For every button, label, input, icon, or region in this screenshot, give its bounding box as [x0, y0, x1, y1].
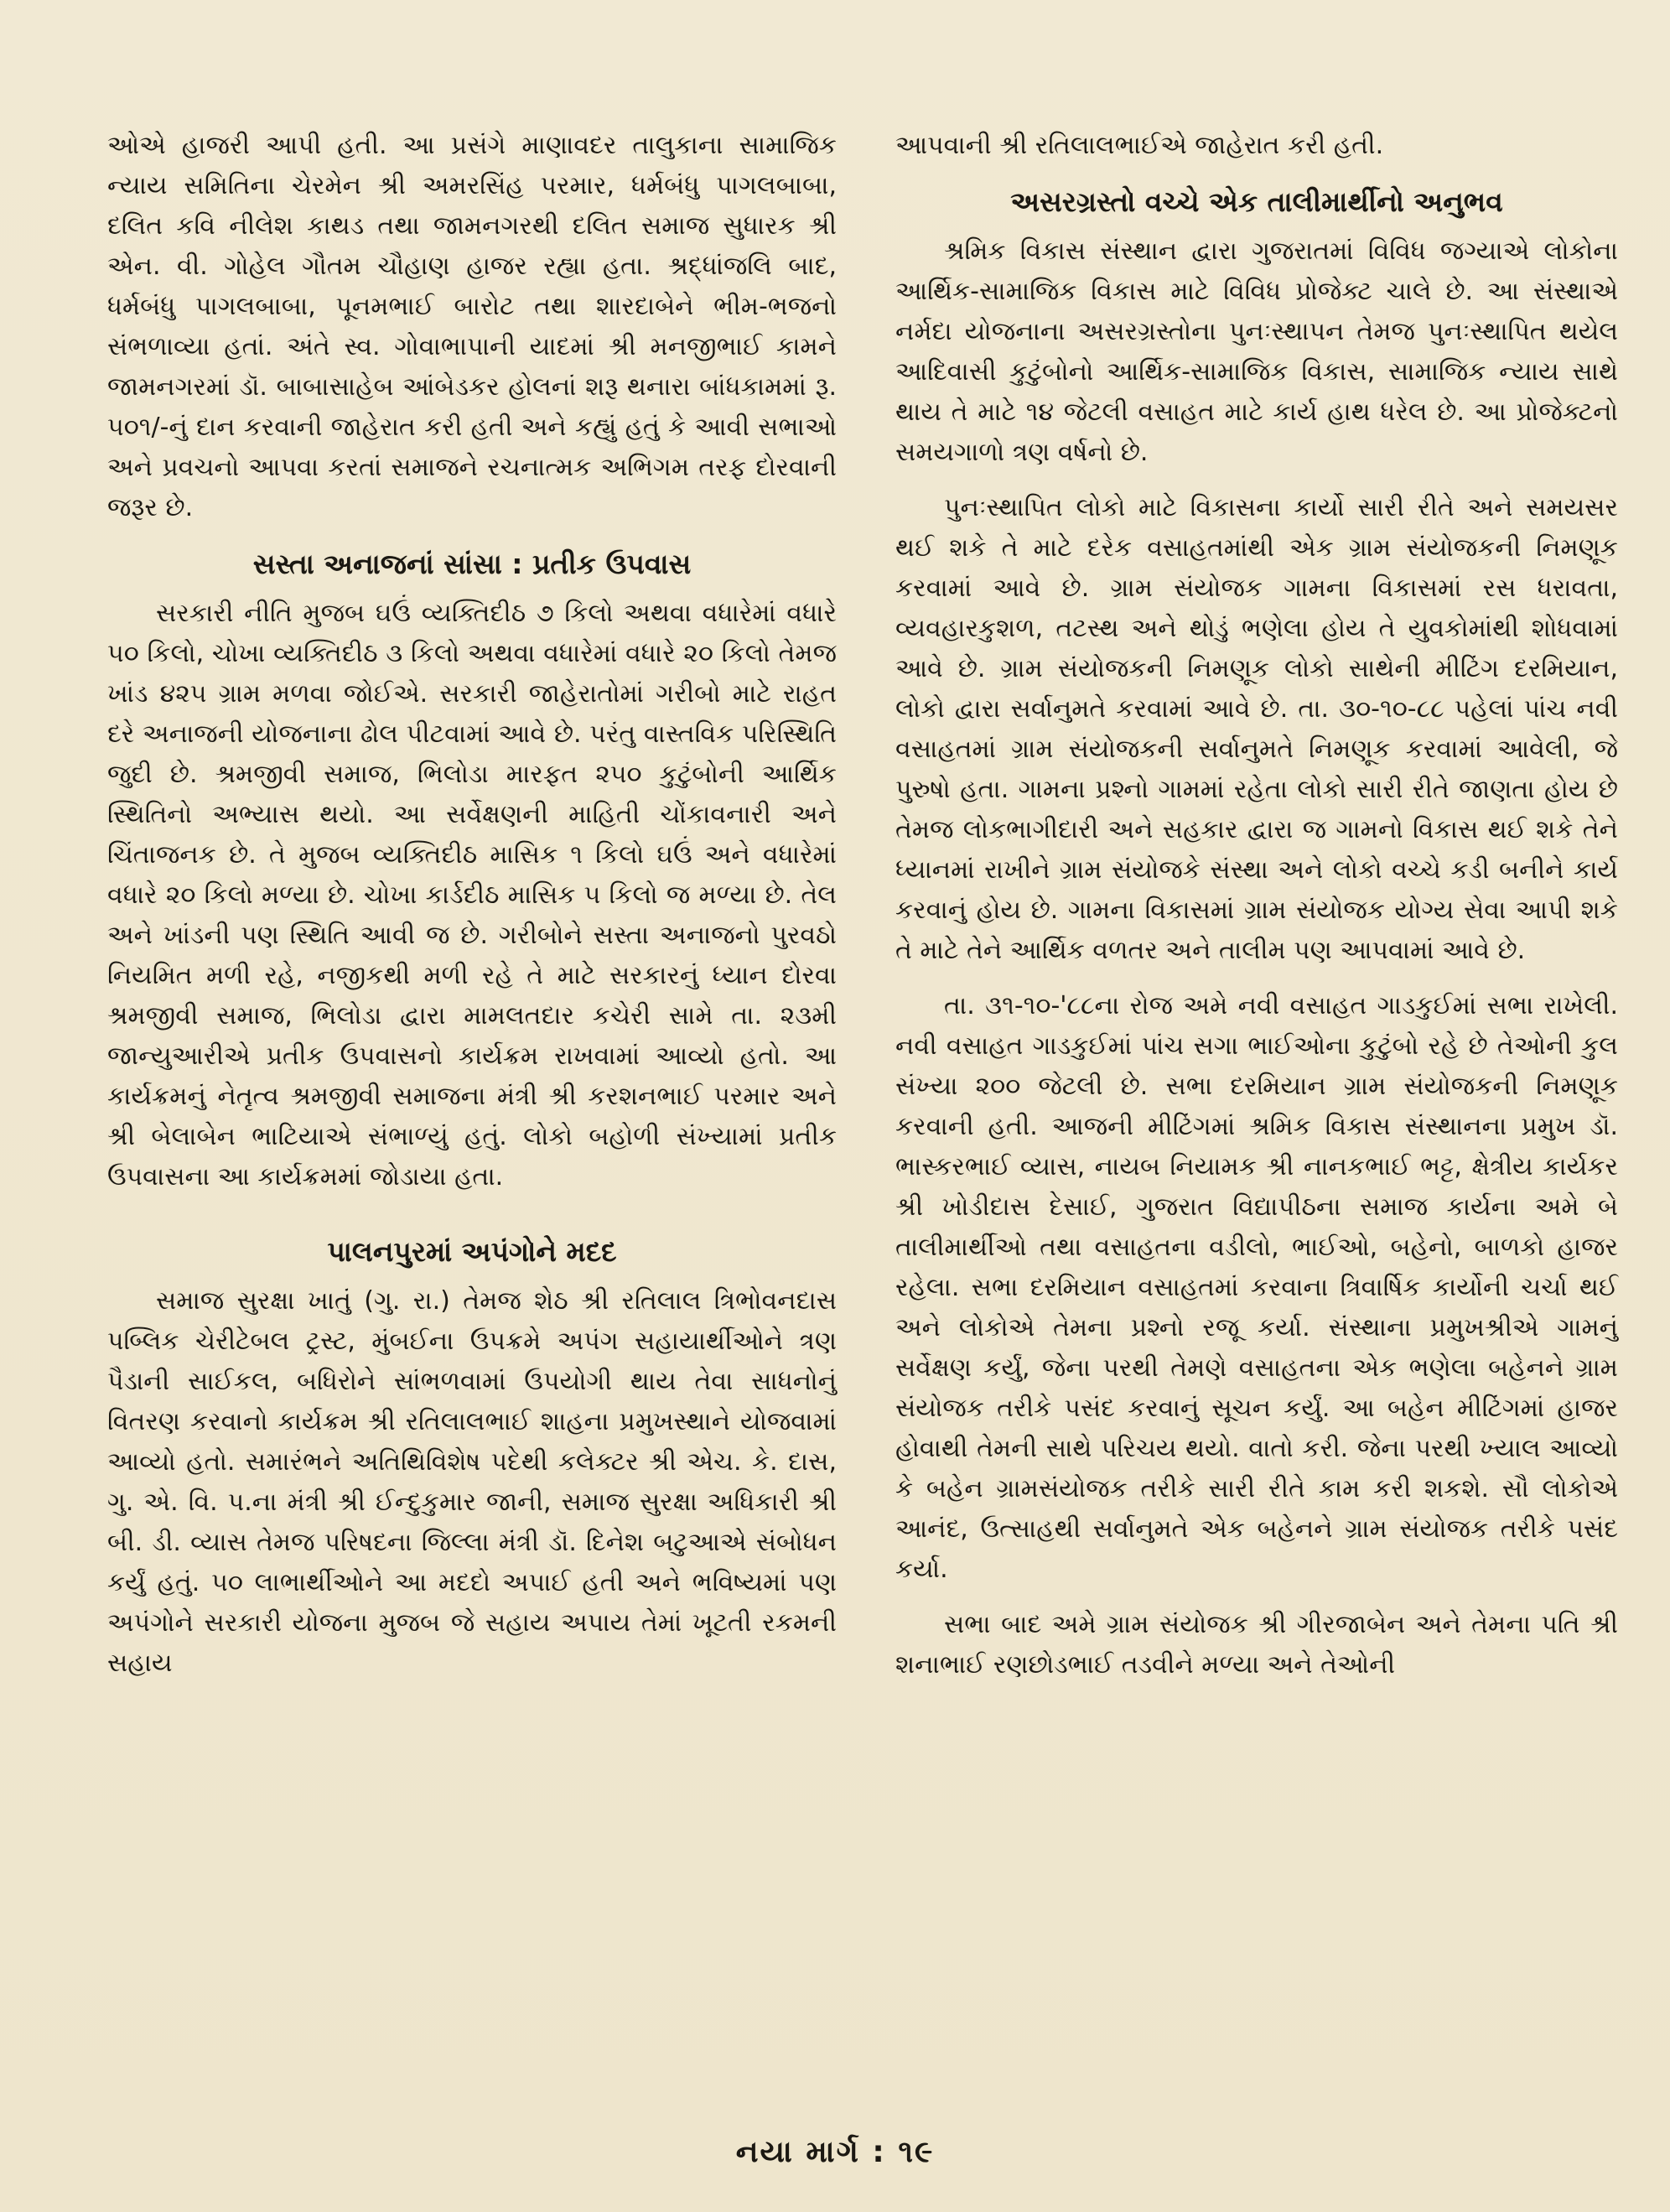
- right-paragraph-4: તા. ૩૧-૧૦-'૮૮ના રોજ અમે નવી વસાહત ગાડકુઈમાં સભા રાખેલી. નવી વસાહત ગાડકુઈમાં પાંચ સગા ભાઈઓના કુટુંબો રહે છે તેઓની કુલ સંખ્યા ૨૦૦ જેટલી છે. સભા દરમિયાન ગ્રામ સંયોજકની નિમણૂક કરવાની હતી. આજની મીટિંગમાં શ્રમિક વિકાસ સંસ્થાનના પ્રમુખ ડૉ. ભાસ્કરભાઈ વ્યાસ, નાયબ નિયામક શ્રી નાનકભાઈ ભટ્ટ, ક્ષેત્રીય કાર્યકર શ્રી ખોડીદાસ દેસાઈ, ગુજરાત વિદ્યાપીઠના સમાજ કાર્યના અમે બે તાલીમાર્થીઓ તથા વસાહતના વડીલો, ભાઈઓ, બહેનો, બાળકો હાજર રહેલા. સભા દરમિયાન વસાહતમાં કરવાના ત્રિવાર્ષિક કાર્યોની ચર્ચા થઈ અને લોકોએ તેમના પ્રશ્નો રજૂ કર્યા. સંસ્થાના પ્રમુખશ્રીએ ગામનું સર્વેક્ષણ કર્યું, જેના પરથી તેમણે વસાહતના એક ભણેલા બહેનને ગ્રામ સંયોજક તરીકે પસંદ કરવાનું સૂચન કર્યું. આ બહેન મીટિંગમાં હાજર હોવાથી તેમની સાથે પરિચય થયો. વાતો કરી. જેના પરથી ખ્યાલ આવ્યો કે બહેન ગ્રામસંયોજક તરીકે સારી રીતે કામ કરી શકશે. સૌ લોકોએ આનંદ, ઉત્સાહથી સર્વાનુમતે એક બહેનને ગ્રામ સંયોજક તરીકે પસંદ કર્યા.: [895, 991, 1618, 1584]
- section-heading-palanpur: પાલનપુરમાં અપંગોને મદદ: [327, 1235, 617, 1268]
- left-paragraph-2: સરકારી નીતિ મુજબ ઘઉં વ્યક્તિદીઠ ૭ કિલો અથવા વધારેમાં વધારે ૫૦ કિલો, ચોખા વ્યક્તિદીઠ ૩ કિલો અથવા વધારેમાં વધારે ૨૦ કિલો તેમજ ખાંડ ૪૨૫ ગ્રામ મળવા જોઈએ. સરકારી જાહેરાતોમાં ગરીબો માટે રાહત દરે અનાજની યોજનાના ઢોલ પીટવામાં આવે છે. પરંતુ વાસ્તવિક પરિસ્થિતિ જુદી છે. શ્રમજીવી સમાજ, ભિલોડા મારફત ૨૫૦ કુટુંબોની આર્થિક સ્થિતિનો અભ્યાસ થયો. આ સર્વેક્ષણની માહિતી ચોંકાવનારી અને ચિંતાજનક છે. તે મુજબ વ્યક્તિદીઠ માસિક ૧ કિલો ઘઉં અને વધારેમાં વધારે ૨૦ કિલો મળ્યા છે. ચોખા કાર્ડદીઠ માસિક ૫ કિલો જ મળ્યા છે. તેલ અને ખાંડની પણ સ્થિતિ આવી જ છે. ગરીબોને સસ્તા અનાજનો પુરવઠો નિયમિત મળી રહે, નજીકથી મળી રહે તે માટે સરકારનું ધ્યાન દોરવા શ્રમજીવી સમાજ, ભિલોડા દ્વારા મામલતદાર કચેરી સામે તા. ૨૩મી જાન્યુઆરીએ પ્રતીક ઉપવાસનો કાર્યક્રમ રાખવામાં આવ્યો હતો. આ કાર્યક્રમનું નેતૃત્વ શ્રમજીવી સમાજના મંત્રી શ્રી કરશનભાઈ પરમાર અને શ્રી બેલાબેન ભાટિયાએ સંભાળ્યું હતું. લોકો બહોળી સંખ્યામાં પ્રતીક ઉપવાસના આ કાર્યક્રમમાં જોડાયા હતા.: [107, 599, 837, 1192]
- left-paragraph-1: ઓએ હાજરી આપી હતી. આ પ્રસંગે માણાવદર તાલુકાના સામાજિક ન્યાય સમિતિના ચેરમેન શ્રી અમરસિંહ પરમાર, ધર્મબંધુ પાગલબાબા, દલિત કવિ નીલેશ કાથડ તથા જામનગરથી દલિત સમાજ સુધારક શ્રી એન. વી. ગોહેલ ગૌતમ ચૌહાણ હાજર રહ્યા હતા. શ્રદ્ધાંજલિ બાદ, ધર્મબંધુ પાગલબાબા, પૂનમભાઈ બારોટ તથા શારદાબેને ભીમ-ભજનો સંભળાવ્યા હતાં. અંતે સ્વ. ગોવાભાપાની યાદમાં શ્રી મનજીભાઈ કામને જામનગરમાં ડૉ. બાબાસાહેબ આંબેડકર હોલનાં શરૂ થનારા બાંધકામમાં રૂ. ૫૦૧/-નું દાન કરવાની જાહેરાત કરી હતી અને કહ્યું હતું કે આવી સભાઓ અને પ્રવચનો આપવા કરતાં સમાજને રચનાત્મક અભિગમ તરફ દોરવાની જરૂર છે.: [107, 131, 837, 522]
- section-heading-ration-fast: સસ્તા અનાજનાં સાંસા : પ્રતીક ઉપવાસ: [252, 548, 692, 580]
- right-column: [895, 126, 1618, 1701]
- left-paragraph-3: સમાજ સુરક્ષા ખાતું (ગુ. રા.) તેમજ શેઠ શ્રી રતિલાલ ત્રિભોવનદાસ પબ્લિક ચેરીટેબલ ટ્રસ્ટ, મુંબઈના ઉપક્રમે અપંગ સહાયાર્થીઓને ત્રણ પૈડાની સાઈકલ, બધિરોને સાંભળવામાં ઉપયોગી થાય તેવા સાધનોનું વિતરણ કરવાનો કાર્યક્રમ શ્રી રતિલાલભાઈ શાહના પ્રમુખસ્થાને યોજવામાં આવ્યો હતો. સમારંભને અતિથિવિશેષ પદેથી કલેક્ટર શ્રી એચ. કે. દાસ, ગુ. એ. વિ. પ.ના મંત્રી શ્રી ઈન્દુકુમાર જાની, સમાજ સુરક્ષા અધિકારી શ્રી બી. ડી. વ્યાસ તેમજ પરિષદના જિલ્લા મંત્રી ડૉ. દિનેશ બટુઆએ સંબોધન કર્યું હતું. ૫૦ લાભાર્થીઓને આ મદદો અપાઈ હતી અને ભવિષ્યમાં પણ અપંગોને સરકારી યોજના મુજબ જે સહાય અપાય તેમાં ખૂટતી રકમની સહાય: [107, 1286, 837, 1678]
- right-paragraph-5: સભા બાદ અમે ગ્રામ સંયોજક શ્રી ગીરજાબેન અને તેમના પતિ શ્રી શનાભાઈ રણછોડભાઈ તડવીને મળ્યા અને તેઓની: [895, 1610, 1619, 1680]
- section-heading-trainee-experience: અસરગ્રસ્તો વચ્ચે એક તાલીમાર્થીનો અનુભવ: [1010, 185, 1503, 218]
- left-column: [107, 126, 837, 1699]
- right-paragraph-3: પુનઃસ્થાપિત લોકો માટે વિકાસના કાર્યો સારી રીતે અને સમયસર થઈ શકે તે માટે દરેક વસાહતમાંથી એક ગ્રામ સંયોજકની નિમણૂક કરવામાં આવે છે. ગ્રામ સંયોજક ગામના વિકાસમાં રસ ધરાવતા, વ્યવહારકુશળ, તટસ્થ અને થોડું ભણેલા હોય તે યુવકોમાંથી શોધવામાં આવે છે. ગ્રામ સંયોજકની નિમણૂક લોકો સાથેની મીટિંગ દરમિયાન, લોકો દ્વારા સર્વાનુમતે કરવામાં આવે છે. તા. ૩૦-૧૦-૮૮ પહેલાં પાંચ નવી વસાહતમાં ગ્રામ સંયોજકની સર્વાનુમતે નિમણૂક કરવામાં આવેલી, જે પુરુષો હતા. ગામના પ્રશ્નો ગામમાં રહેતા લોકો સારી રીતે જાણતા હોય છે તેમજ લોકભાગીદારી અને સહકાર દ્વારા જ ગામનો વિકાસ થઈ શકે તેને ધ્યાનમાં રાખીને ગ્રામ સંયોજકે સંસ્થા અને લોકો વચ્ચે કડી બનીને કાર્ય કરવાનું હોય છે. ગામના વિકાસમાં ગ્રામ સંયોજક યોગ્ય સેવા આપી શકે તે માટે તેને આર્થિક વળતર અને તાલીમ પણ આપવામાં આવે છે.: [895, 493, 1618, 965]
- page-footer: નયા માર્ગ : ૧૯: [735, 2135, 935, 2169]
- right-paragraph-2: શ્રમિક વિકાસ સંસ્થાન દ્વારા ગુજરાતમાં વિવિધ જગ્યાએ લોકોના આર્થિક-સામાજિક વિકાસ માટે વિવિધ પ્રોજેક્ટ ચાલે છે. આ સંસ્થાએ નર્મદા યોજનાના અસરગ્રસ્તોના પુનઃસ્થાપન તેમજ પુનઃસ્થાપિત થયેલ આદિવાસી કુટુંબોનો આર્થિક-સામાજિક વિકાસ, સામાજિક ન્યાય સાથે થાય તે માટે ૧૪ જેટલી વસાહત માટે કાર્ય હાથ ધરેલ છે. આ પ્રોજેક્ટનો સમયગાળો ત્રણ વર્ષનો છે.: [895, 236, 1618, 467]
- right-paragraph-1: આપવાની શ્રી રતિલાલભાઈએ જાહેરાત કરી હતી.: [895, 131, 1384, 160]
